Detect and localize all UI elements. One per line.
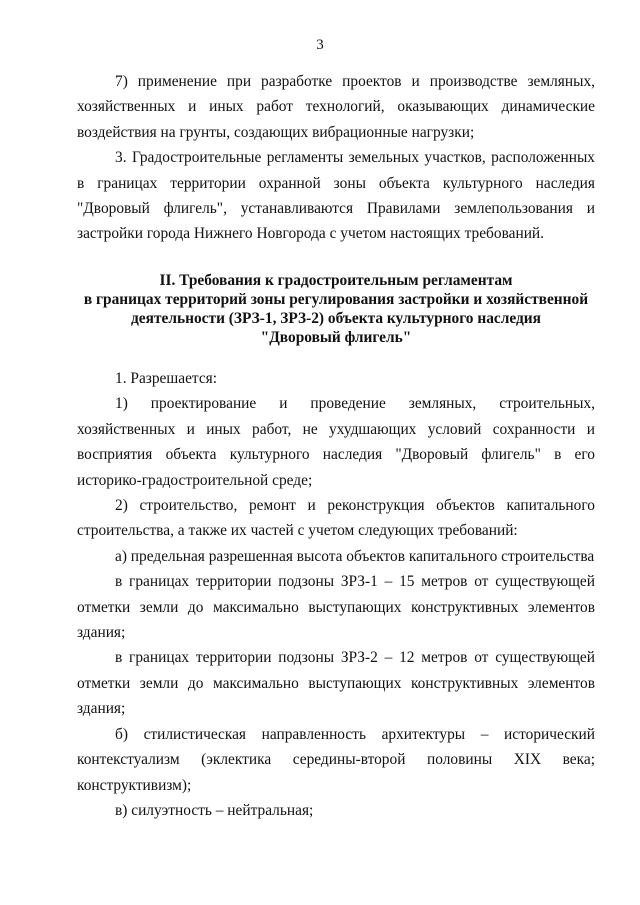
- paragraph-item-v: в) силуэтность – нейтральная;: [115, 801, 314, 819]
- paragraph-item-a: а) предельная разрешенная высота объектов капитального строительства: [115, 547, 595, 565]
- heading-line: деятельности (ЗРЗ-1, ЗРЗ-2) объекта культурного наследия: [131, 310, 541, 327]
- heading-line: II. Требования к градостроительным регламентам: [159, 272, 513, 289]
- paragraph-allowed: 1. Разрешается:: [115, 370, 218, 387]
- page-number: 3: [316, 37, 324, 53]
- paragraph-item-b: б) стилистическая направленность архитектуры – исторический контекстуализм (эклектика середины-второй половины XIX века; конструктивизм);: [77, 725, 595, 794]
- paragraph-section-3: 3. Градостроительные регламенты земельных участков, расположенных в границах территории охранной зоны объекта культурного наследия "Дворовый флигель", устанавливаются Правилами землепользования и застройки города Нижнего Новгорода с учетом настоящих требований.: [77, 149, 595, 243]
- heading-line: в границах территорий зоны регулирования застройки и хозяйственной: [83, 291, 589, 308]
- heading-line: "Дворовый флигель": [260, 329, 412, 346]
- paragraph-zrz-2: в границах территории подзоны ЗРЗ-2 – 12 метров от существующей отметки земли до максимально выступающих конструктивных элементов здания;: [77, 649, 595, 718]
- text-block-section-2: [77, 366, 595, 823]
- paragraph-zrz-1: в границах территории подзоны ЗРЗ-1 – 15 метров от существующей отметки земли до максимально выступающих конструктивных элементов здания;: [77, 573, 595, 642]
- section-heading: [60, 271, 612, 347]
- paragraph-item-2: 2) строительство, ремонт и реконструкция объектов капитального строительства, а также их частей с учетом следующих требований:: [77, 497, 595, 540]
- paragraph-item-7: 7) применение при разработке проектов и производстве земляных, хозяйственных и иных работ технологий, оказывающих динамические воздействия на грунты, создающих вибрационные нагрузки;: [77, 73, 595, 141]
- text-block-top: [77, 69, 595, 247]
- paragraph-item-1: 1) проектирование и проведение земляных, строительных, хозяйственных и иных работ, не ухудшающих условий сохранности и восприятия объекта культурного наследия "Дворовый флигель" в его историко-градостроительной среде;: [77, 395, 595, 489]
